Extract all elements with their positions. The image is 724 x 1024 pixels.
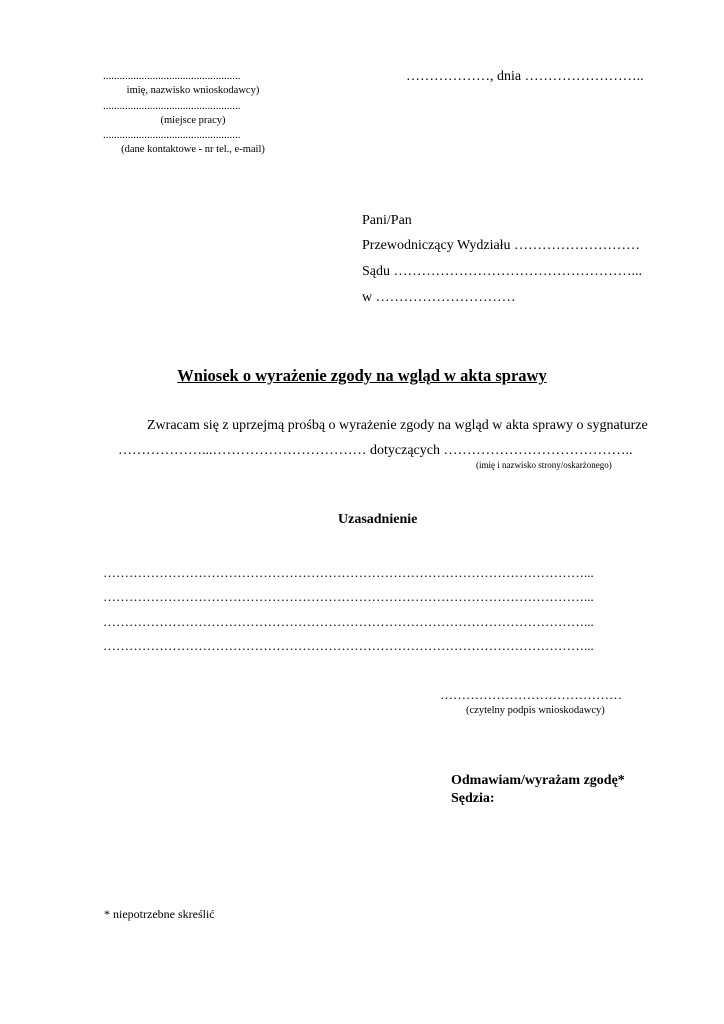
party-caption: (imię i nazwisko strony/oskarżonego) [476,460,612,470]
decision-judge: Sędzia: [451,791,495,806]
justification-line: …………………………………………………………………………………………………... [103,589,594,604]
request-line-2: ………………...…………………………… dotyczących ………………………………….. [118,443,633,458]
justification-line: …………………………………………………………………………………………………... [103,565,594,580]
addressee-city: w ………………………… [362,290,516,305]
addressee-salutation: Pani/Pan [362,213,412,228]
signature-dots: …………………………………… [440,687,622,702]
applicant-name-dots: .................................................. [103,70,241,82]
request-line-1: Zwracam się z uprzejmą prośbą o wyrażenie zgody na wgląd w akta sprawy o sygnaturze [147,418,648,433]
addressee-court: Sądu ……………………………………………... [362,264,642,279]
footnote: * niepotrzebne skreślić [104,907,215,921]
workplace-dots: .................................................. [103,100,241,112]
date-line: ………………, dnia …………………….. [406,69,644,84]
document-title: Wniosek o wyrażenie zgody na wgląd w akta sprawy [177,366,547,385]
workplace-caption: (miejsce pracy) [160,115,226,126]
justification-heading: Uzasadnienie [338,512,418,527]
decision-consent: Odmawiam/wyrażam zgodę* [451,773,625,788]
applicant-name-caption: imię, nazwisko wnioskodawcy) [126,85,260,96]
contact-caption: (dane kontaktowe - nr tel., e-mail) [121,144,265,155]
signature-caption: (czytelny podpis wnioskodawcy) [466,705,605,716]
addressee-chair: Przewodniczący Wydziału ……………………… [362,238,641,253]
justification-line: …………………………………………………………………………………………………... [103,614,594,629]
contact-dots: .................................................. [103,129,241,141]
justification-line: …………………………………………………………………………………………………... [103,638,594,653]
